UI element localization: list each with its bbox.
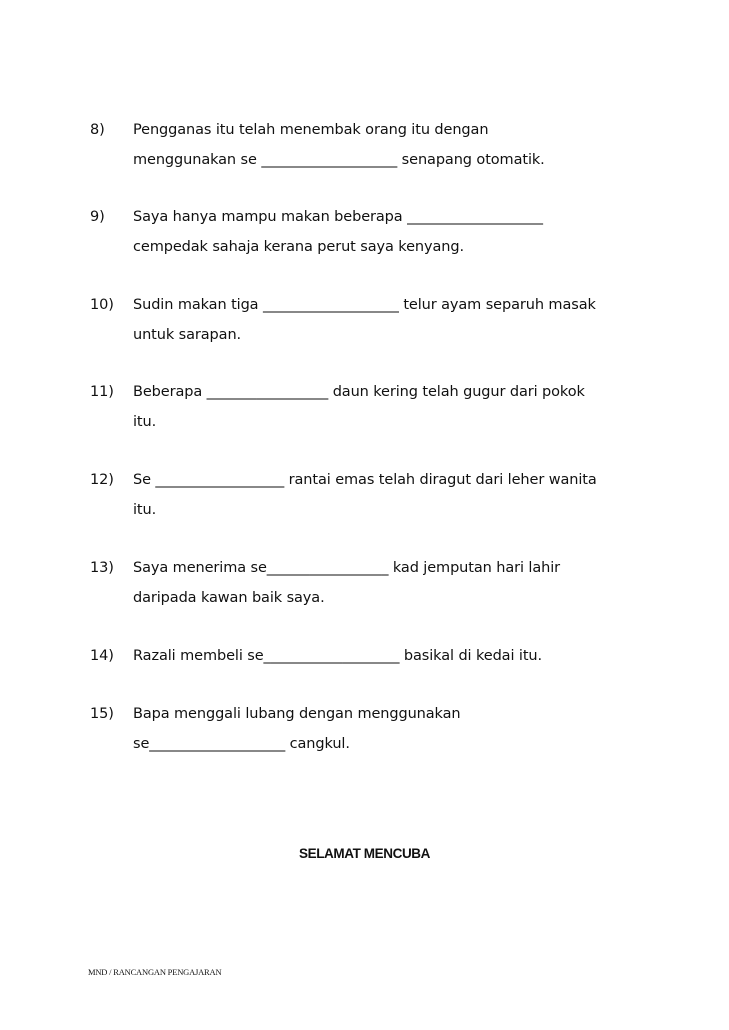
question-line: Beberapa _________________ daun kering telah gugur dari pokok [133,384,585,400]
question-number: 9) [90,209,105,225]
question-line: Saya menerima se_________________ kad jemputan hari lahir [133,560,561,576]
question-line: itu. [133,502,157,518]
question-number: 8) [90,122,105,138]
question-text [133,553,673,613]
question-line: se___________________ cangkul. [133,736,350,752]
question-line: untuk sarapan. [133,327,242,343]
question-line: itu. [133,414,157,430]
question-number: 15) [90,706,114,722]
question-line: Pengganas itu telah menembak orang itu dengan [133,122,489,138]
question-line: Bapa menggali lubang dengan menggunakan [133,706,461,722]
question-line: cempedak sahaja kerana perut saya kenyang. [133,239,464,255]
question-text [133,290,673,350]
question-line: menggunakan se ___________________ senapang otomatik. [133,152,545,168]
page-footer: MND / RANCANGAN PENGAJARAN [88,967,222,977]
question-number: 12) [90,472,114,488]
question-line: Razali membeli se___________________ basikal di kedai itu. [133,648,543,664]
question-text [133,699,673,759]
question-text [133,377,673,437]
question-text [133,202,673,262]
question-line: daripada kawan baik saya. [133,590,325,606]
question-line: Sudin makan tiga ___________________ telur ayam separuh masak [133,297,596,313]
closing-message: SELAMAT MENCUBA [299,846,430,861]
question-number: 13) [90,560,114,576]
question-line: Se __________________ rantai emas telah diragut dari leher wanita [133,472,597,488]
question-text [133,641,673,671]
question-line: Saya hanya mampu makan beberapa ___________________ [133,209,543,225]
question-number: 14) [90,648,114,664]
question-number: 10) [90,297,114,313]
question-text [133,465,673,525]
question-number: 11) [90,384,114,400]
question-text [133,115,673,175]
